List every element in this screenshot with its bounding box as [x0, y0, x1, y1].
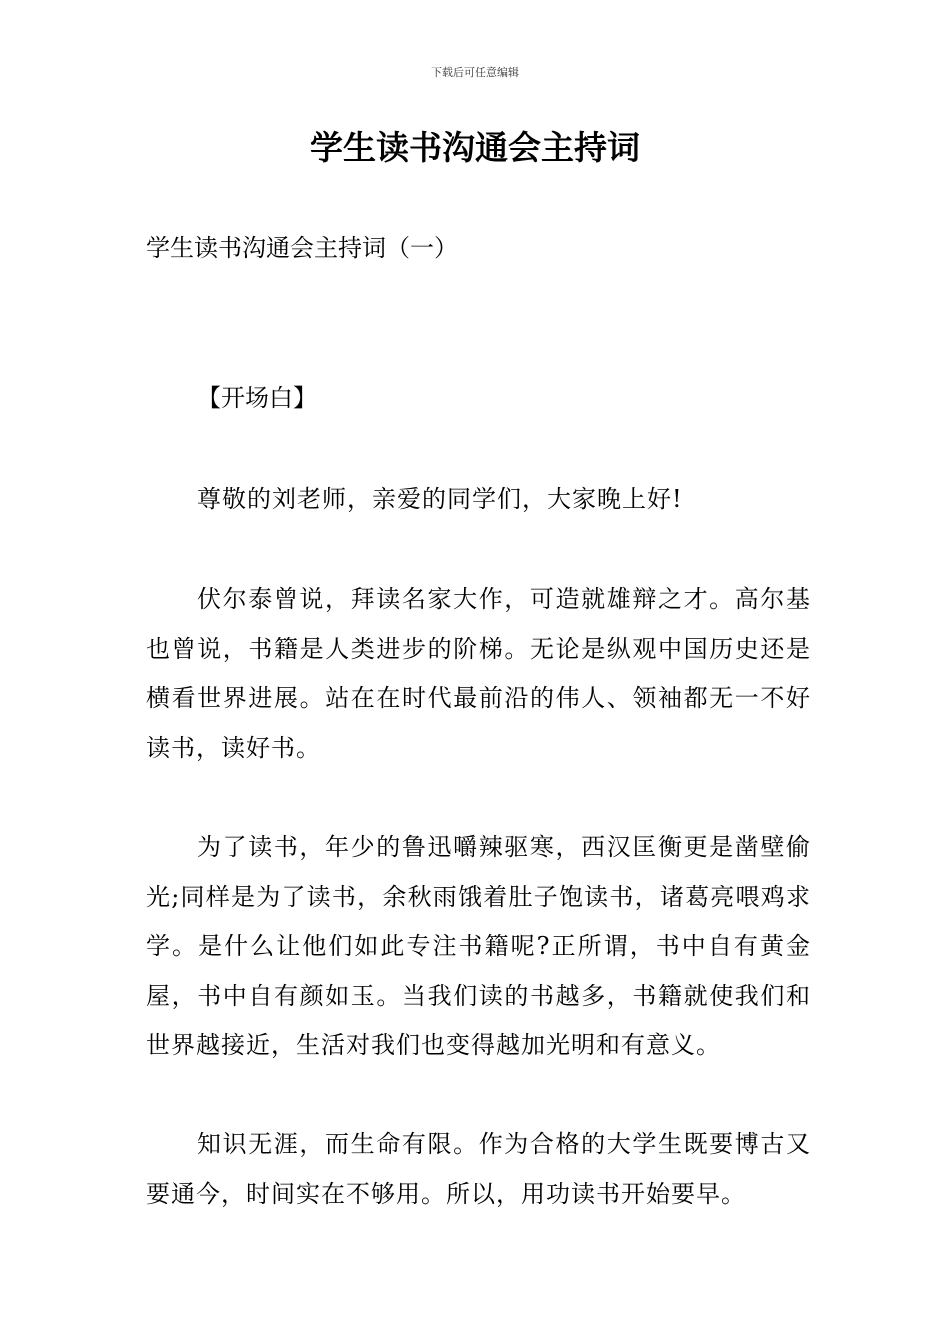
paragraph-greeting: 尊敬的刘老师，亲爱的同学们，大家晚上好!	[197, 485, 683, 513]
document-title: 学生读书沟通会主持词	[310, 128, 640, 167]
paragraph-examples: 为了读书，年少的鲁迅嚼辣驱寒，西汉匡衡更是凿壁偷光;同样是为了读书，余秋雨饿着肚子饱读书，诸葛亮喂鸡求学。是什么让他们如此专注书籍呢?正所谓，书中自有黄金屋，书中自有颜如玉。当我们读的书越多，书籍就使我们和世界越接近，生活对我们也变得越加光明和有意义。	[146, 833, 811, 1059]
paragraph-quotes: 伏尔泰曾说，拜读名家大作，可造就雄辩之才。高尔基也曾说，书籍是人类进步的阶梯。无论是纵观中国历史还是横看世界进展。站在在时代最前沿的伟人、领袖都无一不好读书，读好书。	[146, 585, 811, 762]
paragraph-knowledge: 知识无涯，而生命有限。作为合格的大学生既要博古又要通今，时间实在不够用。所以，用功读书开始要早。	[146, 1130, 811, 1208]
header-note: 下载后可任意编辑	[431, 66, 519, 79]
document-subtitle: 学生读书沟通会主持词（一）	[146, 234, 458, 262]
section-label: 【开场白】	[197, 384, 317, 412]
